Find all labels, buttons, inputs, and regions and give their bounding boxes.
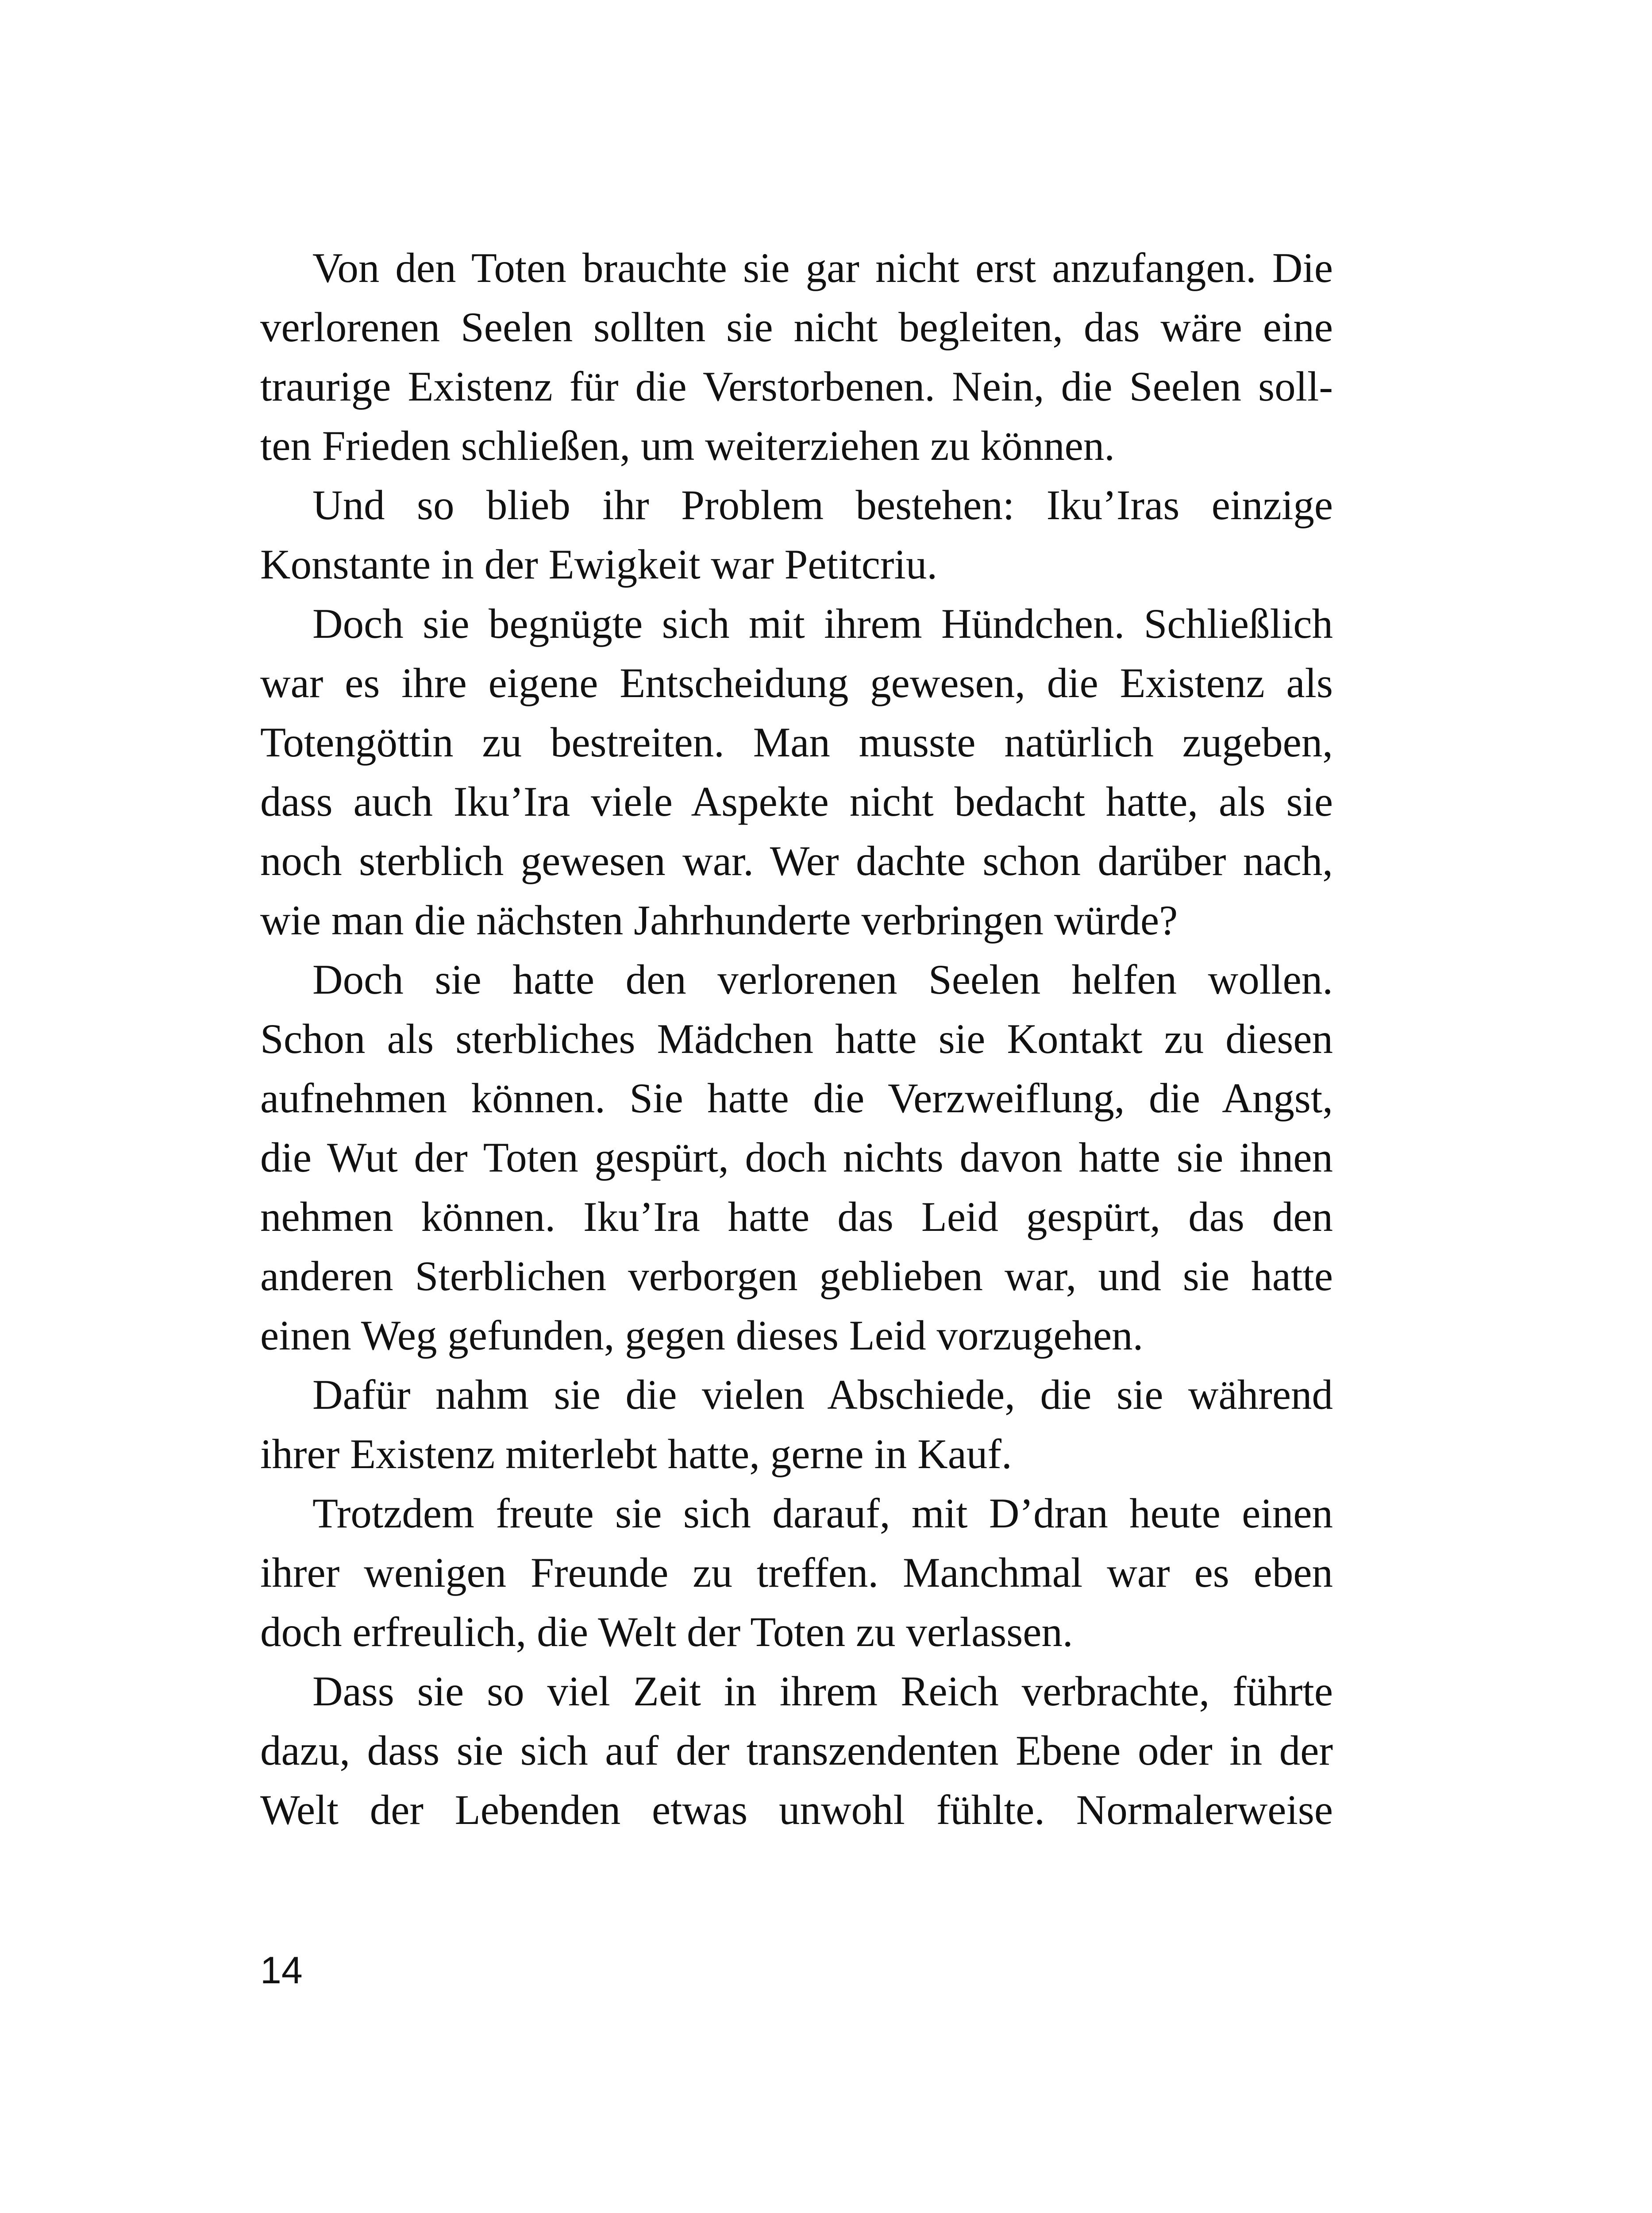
text-line: aufnehmen können. Sie hatte die Verzweiflung, die Angst, <box>260 1075 1333 1122</box>
text-line: Doch sie begnügte sich mit ihrem Hündchen. Schließlich <box>312 600 1333 647</box>
text-line: ihrer Existenz miterlebt hatte, gerne in Kauf. <box>260 1430 1012 1477</box>
text-line: Konstante in der Ewigkeit war Petitcriu. <box>260 541 938 588</box>
text-line: ihrer wenigen Freunde zu treffen. Manchmal war es eben <box>260 1549 1333 1596</box>
paragraph <box>260 950 1333 1365</box>
text-line: Trotzdem freute sie sich darauf, mit D’dran heute einen <box>312 1490 1333 1537</box>
page-number: 14 <box>260 1949 303 1992</box>
text-line: traurige Existenz für die Verstorbenen. Nein, die Seelen soll- <box>260 363 1333 410</box>
text-line: war es ihre eigene Entscheidung gewesen, die Existenz als <box>260 659 1333 706</box>
text-line: Schon als sterbliches Mädchen hatte sie Kontakt zu diesen <box>260 1015 1333 1062</box>
paragraph <box>260 1662 1333 1839</box>
text-line: Welt der Lebenden etwas unwohl fühlte. Normalerweise <box>260 1786 1333 1833</box>
text-line: noch sterblich gewesen war. Wer dachte schon darüber nach, <box>260 837 1333 884</box>
text-line: ten Frieden schließen, um weiterziehen zu können. <box>260 422 1115 469</box>
paragraph <box>260 238 1333 475</box>
paragraph <box>260 1365 1333 1484</box>
text-line: Doch sie hatte den verlorenen Seelen helfen wollen. <box>312 956 1333 1003</box>
text-line: die Wut der Toten gespürt, doch nichts davon hatte sie ihnen <box>260 1134 1333 1181</box>
text-line: Von den Toten brauchte sie gar nicht erst anzufangen. Die <box>312 244 1333 291</box>
text-line: wie man die nächsten Jahrhunderte verbringen würde? <box>260 897 1178 944</box>
text-line: Dafür nahm sie die vielen Abschiede, die sie während <box>312 1371 1333 1418</box>
text-line: doch erfreulich, die Welt der Toten zu verlassen. <box>260 1608 1073 1655</box>
text-line: Dass sie so viel Zeit in ihrem Reich verbrachte, führte <box>312 1668 1333 1715</box>
text-line: anderen Sterblichen verborgen geblieben war, und sie hatte <box>260 1253 1333 1299</box>
text-line: verlorenen Seelen sollten sie nicht begleiten, das wäre eine <box>260 304 1333 351</box>
text-line: einen Weg gefunden, gegen dieses Leid vorzugehen. <box>260 1312 1144 1359</box>
paragraph <box>260 1484 1333 1662</box>
text-line: dazu, dass sie sich auf der transzendenten Ebene oder in der <box>260 1727 1333 1774</box>
body-text <box>260 238 1333 1839</box>
text-line: Und so blieb ihr Problem bestehen: Iku’Iras einzige <box>312 482 1333 528</box>
text-line: Totengöttin zu bestreiten. Man musste natürlich zugeben, <box>260 719 1333 766</box>
paragraph <box>260 475 1333 594</box>
text-line: dass auch Iku’Ira viele Aspekte nicht bedacht hatte, als sie <box>260 778 1333 825</box>
text-line: nehmen können. Iku’Ira hatte das Leid gespürt, das den <box>260 1193 1333 1240</box>
paragraph <box>260 594 1333 950</box>
